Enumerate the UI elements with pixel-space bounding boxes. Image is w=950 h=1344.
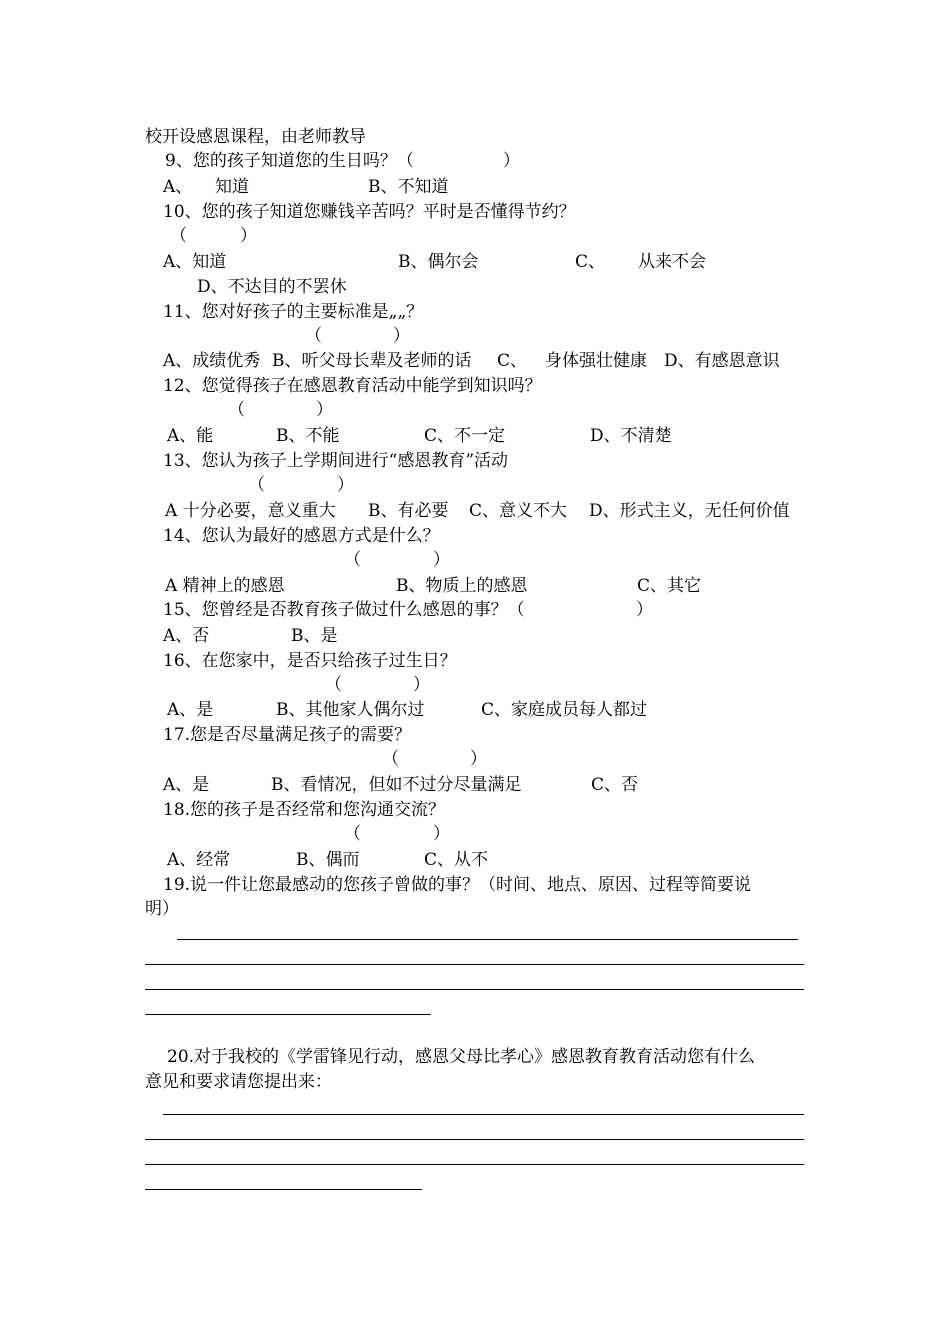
q13-option-a[interactable]: A 十分必要，意义重大 (165, 501, 336, 521)
q15-stem: 15、您曾经是否教育孩子做过什么感恩的事？（ (163, 600, 525, 620)
q17-answer-open: （ (382, 749, 399, 769)
q20-stem-line2: 意见和要求请您提出来： (145, 1072, 332, 1092)
q14-answer-close: ） (433, 550, 450, 570)
q19-answer-line-2[interactable] (145, 964, 804, 965)
q11-option-b[interactable]: B、听父母长辈及老师的话 (272, 351, 472, 371)
q9-stem: 9、您的孩子知道您的生日吗？（ (165, 151, 414, 171)
q18-stem: 18.您的孩子是否经常和您沟通交流？ (163, 800, 446, 820)
q19-answer-line-4[interactable] (145, 1014, 431, 1015)
q19-answer-line-3[interactable] (145, 989, 804, 990)
q9-option-a-label[interactable]: A、 (163, 177, 193, 197)
q15-option-b[interactable]: B、是 (291, 626, 338, 646)
q13-stem: 13、您认为孩子上学期间进行“感恩教育”活动 (163, 451, 509, 471)
q10-answer-close: ） (240, 226, 257, 246)
q16-option-c[interactable]: C、家庭成员每人都过 (481, 700, 648, 720)
q19-stem-line1: 19.说一件让您最感动的您孩子曾做的事？（时间、地点、原因、过程等简要说 (163, 875, 752, 895)
q14-stem: 14、您认为最好的感恩方式是什么？ (163, 526, 440, 546)
q9-option-a-text[interactable]: 知道 (215, 177, 249, 197)
q12-option-a[interactable]: A、能 (167, 426, 214, 446)
q11-answer-close: ） (393, 326, 410, 346)
q12-answer-open: （ (228, 400, 245, 420)
q16-option-a[interactable]: A、是 (167, 700, 214, 720)
q10-option-c-label[interactable]: C、 (575, 252, 606, 272)
q10-option-a[interactable]: A、知道 (163, 252, 227, 272)
q13-answer-open: （ (248, 475, 265, 495)
q17-option-b[interactable]: B、看情况，但如不过分尽量满足 (271, 775, 522, 795)
q18-option-c[interactable]: C、从不 (424, 850, 489, 870)
q13-option-c[interactable]: C、意义不大 (469, 501, 568, 521)
q13-option-b[interactable]: B、有必要 (368, 501, 449, 521)
q16-answer-open: （ (325, 675, 342, 695)
q15-option-a[interactable]: A、否 (163, 626, 210, 646)
q14-answer-open: （ (344, 550, 361, 570)
q13-option-d[interactable]: D、形式主义，无任何价值 (589, 501, 790, 521)
q11-option-c-label[interactable]: C、 (497, 351, 528, 371)
q19-stem-line2: 明） (145, 899, 179, 919)
q12-answer-close: ） (316, 400, 333, 420)
q16-stem: 16、在您家中，是否只给孩子过生日？ (163, 651, 457, 671)
q15-answer-close: ） (636, 600, 653, 620)
q18-answer-close: ） (433, 824, 450, 844)
intro-line: 校开设感恩课程，由老师教导 (145, 127, 366, 147)
q11-option-d[interactable]: D、有感恩意识 (664, 351, 780, 371)
q18-option-a[interactable]: A、经常 (167, 850, 231, 870)
q12-stem: 12、您觉得孩子在感恩教育活动中能学到知识吗？ (163, 376, 542, 396)
q20-answer-line-2[interactable] (145, 1139, 804, 1140)
q12-option-b[interactable]: B、不能 (276, 426, 340, 446)
q18-option-b[interactable]: B、偶而 (296, 850, 360, 870)
q14-option-a[interactable]: A 精神上的感恩 (165, 576, 285, 596)
q12-option-c[interactable]: C、不一定 (424, 426, 506, 446)
q20-stem-line1: 20.对于我校的《学雷锋见行动，感恩父母比孝心》感恩教育教育活动您有什么 (167, 1047, 756, 1067)
q19-answer-line-1[interactable] (177, 939, 798, 940)
q14-option-c[interactable]: C、其它 (637, 576, 702, 596)
q16-answer-close: ） (413, 675, 430, 695)
q11-answer-open: （ (305, 326, 322, 346)
q17-option-c[interactable]: C、否 (591, 775, 639, 795)
q20-answer-line-4[interactable] (145, 1189, 422, 1190)
q11-option-a[interactable]: A、成绩优秀 (163, 351, 261, 371)
q10-option-b[interactable]: B、偶尔会 (398, 252, 479, 272)
q10-option-c-text[interactable]: 从来不会 (638, 252, 706, 272)
q17-answer-close: ） (470, 749, 487, 769)
q11-stem: 11、您对好孩子的主要标准是„„？ (163, 302, 424, 322)
q10-answer-open: （ (170, 226, 187, 246)
q10-option-d[interactable]: D、不达目的不罢休 (197, 277, 347, 297)
q11-option-c-text[interactable]: 身体强壮健康 (545, 351, 647, 371)
q17-stem: 17.您是否尽量满足孩子的需要？ (163, 725, 412, 745)
q17-option-a[interactable]: A、是 (163, 775, 210, 795)
q14-option-b[interactable]: B、物质上的感恩 (396, 576, 528, 596)
q16-option-b[interactable]: B、其他家人偶尔过 (276, 700, 425, 720)
q10-stem: 10、您的孩子知道您赚钱辛苦吗？平时是否懂得节约？ (163, 202, 576, 222)
q12-option-d[interactable]: D、不清楚 (590, 426, 672, 446)
q13-answer-close: ） (337, 475, 354, 495)
q20-answer-line-3[interactable] (145, 1164, 804, 1165)
q18-answer-open: （ (344, 824, 361, 844)
q9-answer-close: ） (503, 151, 520, 171)
q20-answer-line-1[interactable] (163, 1114, 804, 1115)
q9-option-b[interactable]: B、不知道 (368, 177, 449, 197)
